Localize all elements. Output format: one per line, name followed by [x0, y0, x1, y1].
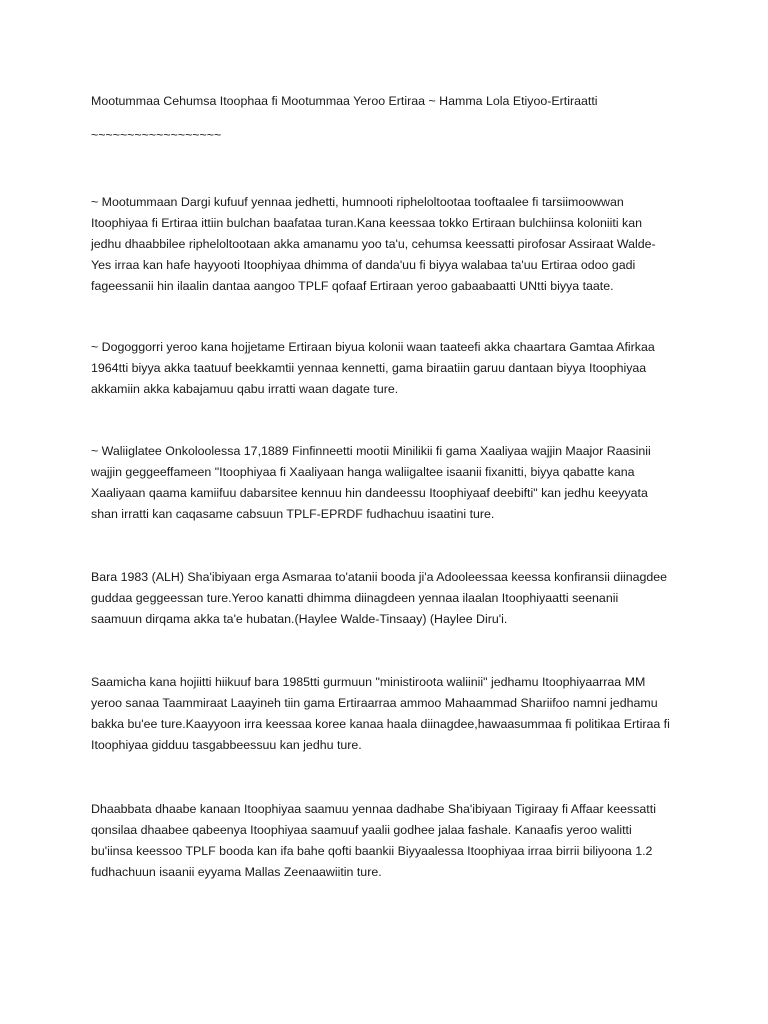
paragraph-4: Bara 1983 (ALH) Sha'ibiyaan erga Asmaraa to'atanii booda ji'a Adooleessaa keessa konfiransii diinagdee guddaa geggeessan ture.Yeroo kanatti dhimma diinagdeen yennaa ilaalan Itoophiyaatti seenanii saamuun dirqama akka ta'e hubatan.(Haylee Walde-Tinsaay) (Haylee Diru'i.: [91, 570, 668, 626]
title-separator: ~~~~~~~~~~~~~~~~~~: [91, 128, 222, 142]
paragraph-5: Saamicha kana hojiitti hiikuuf bara 1985tti gurmuun "ministiroota waliinii" jedhamu Itoophiyaarraa MM yeroo sanaa Taammiraat Laayineh tiin gama Ertiraarraa ammoo Mahaammad Shariifoo namni jedhamu bakka bu'ee ture.Kaayyoon irra keessaa koree kanaa haala diinagdee,hawaasummaa fi politikaa Ertiraa fi Itoophiyaa gidduu tasgabbeessuu kan jedhu ture.: [91, 675, 670, 752]
paragraph-3: ~ Waliiglatee Onkoloolessa 17,1889 Finfinneetti mootii Minilikii fi gama Xaaliyaa wajjin Maajor Raasinii wajjin geggeeffameen "Itoophiyaa fi Xaaliyaan hanga waliigaltee isaanii fixanitti, biyya qabatte kana Xaaliyaan qaama kamiifuu dabarsitee kennuu hin dandeessu Itoophiyaaf deebifti" kan jedhu keeyyata shan irratti kan caqasame cabsuun TPLF-EPRDF fudhachuu isaatini ture.: [91, 444, 651, 521]
paragraph-2: ~ Dogoggorri yeroo kana hojjetame Ertiraan biyua kolonii waan taateefi akka chaartara Gamtaa Afirkaa 1964tti biyya akka taatuuf beekkamtii yennaa kennetti, gama biraatiin garuu dantaan biyya Itoophiyaa akkamiin akka kabajamuu qabu irratti waan dagate ture.: [91, 340, 655, 396]
document-title: Mootummaa Cehumsa Itoophaa fi Mootummaa Yeroo Ertiraa ~ Hamma Lola Etiyoo-Ertiraatti: [91, 94, 598, 108]
paragraph-6: Dhaabbata dhaabe kanaan Itoophiyaa saamuu yennaa dadhabe Sha'ibiyaan Tigiraay fi Affaar keessatti qonsilaa dhaabee qabeenya Itoophiyaa saamuuf yaalii godhee jalaa fashale. Kanaafis yeroo walitti bu'iinsa keessoo TPLF booda kan ifa bahe qofti baankii Biyyaalessa Itoophiyaa irraa birrii biliyoona 1.2 fudhachuun isaanii eyyama Mallas Zeenaawiitin ture.: [91, 802, 656, 879]
paragraph-1: ~ Mootummaan Dargi kufuuf yennaa jedhetti, humnooti ripheloltootaa tooftaalee fi tarsiimoowwan Itoophiyaa fi Ertiraa ittiin bulchan baafataa turan.Kana keessaa tokko Ertiraan bulchiinsa koloniiti kan jedhu dhaabbilee ripheloltootaan akka amanamu yoo ta'u, cehumsa keessatti pirofosar Assiraat Walde- Yes irraa kan hafe hayyooti Itoophiyaa dhimma of danda'uu fi biyya walabaa ta'uu Ertiraa odoo gadi fageessanii hin ilaalin dantaa aangoo TPLF qofaaf Ertiraan yeroo gabaabaatti UNtti biyya taate.: [91, 195, 656, 293]
